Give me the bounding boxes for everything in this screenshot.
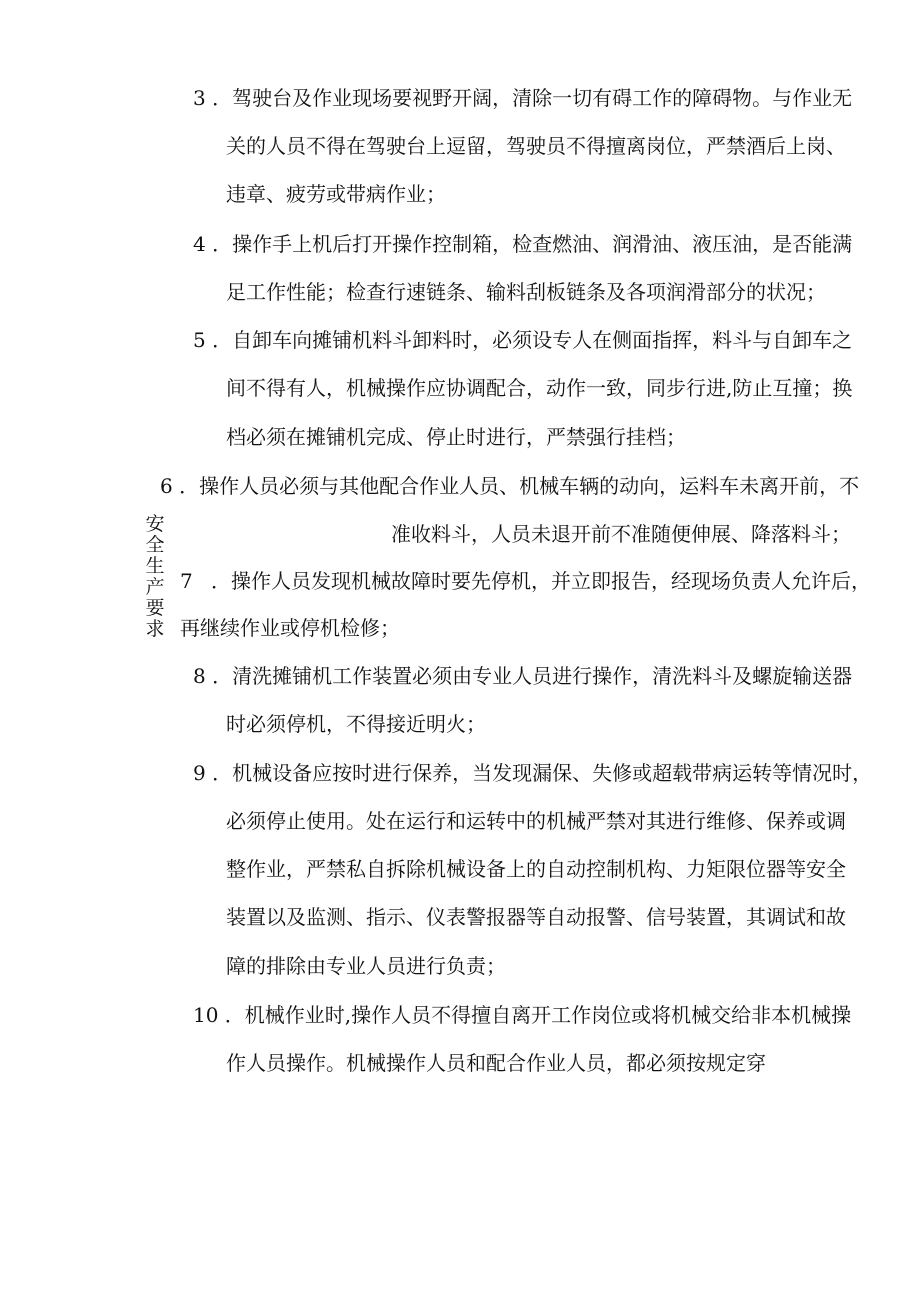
item-3-line-2: 关的人员不得在驾驶台上逗留，驾驶员不得擅离岗位，严禁酒后上岗、 — [226, 134, 846, 158]
item-5-line-2: 间不得有人，机械操作应协调配合，动作一致，同步行进,防止互撞；换 — [226, 376, 853, 400]
safety-requirements-label — [143, 514, 167, 640]
side-char: 安 — [145, 513, 165, 535]
side-char: 要 — [145, 597, 165, 619]
item-5-line-3: 档必须在摊铺机完成、停止时进行，严禁强行挂档； — [226, 425, 686, 449]
item-7-number: 7 — [180, 569, 193, 593]
item-8-line-1: 8 ．清洗摊铺机工作装置必须由专业人员进行操作，清洗料斗及螺旋输送器 — [193, 664, 853, 688]
item-5-line-1: 5 ．自卸车向摊铺机料斗卸料时，必须设专人在侧面指挥，料斗与自卸车之 — [193, 328, 853, 352]
item-4-line-1: 4 ．操作手上机后打开操作控制箱，检查燃油、润滑油、液压油，是否能满 — [193, 232, 853, 256]
item-9-line-4: 装置以及监测、指示、仪表警报器等自动报警、信号装置，其调试和故 — [226, 905, 846, 929]
item-7-line-1: ．操作人员发现机械故障时要先停机，并立即报告，经现场负责人允许后， — [211, 569, 871, 593]
item-9-line-1: 9 ．机械设备应按时进行保养，当发现漏保、失修或超载带病运转等情况时， — [193, 761, 873, 785]
item-10-line-1: 10 ．机械作业时,操作人员不得擅自离开工作岗位或将机械交给非本机械操 — [193, 1003, 852, 1027]
side-char: 产 — [145, 576, 165, 598]
item-9-line-3: 整作业，严禁私自拆除机械设备上的自动控制机构、力矩限位器等安全 — [226, 857, 846, 881]
side-char: 生 — [145, 555, 165, 577]
item-6-line-1: 6 ．操作人员必须与其他配合作业人员、机械车辆的动向，运料车未离开前，不 — [160, 474, 860, 498]
item-10-line-2: 作人员操作。机械操作人员和配合作业人员，都必须按规定穿 — [226, 1051, 766, 1075]
side-char: 求 — [145, 618, 165, 640]
side-char: 全 — [145, 534, 165, 556]
item-3-line-3: 违章、疲劳或带病作业； — [226, 182, 446, 206]
item-9-line-2: 必须停止使用。处在运行和运转中的机械严禁对其进行维修、保养或调 — [226, 809, 846, 833]
item-8-line-2: 时必须停机，不得接近明火； — [226, 712, 486, 736]
item-6-line-2: 准收料斗，人员未退开前不准随便伸展、降落料斗； — [391, 522, 851, 546]
item-4-line-2: 足工作性能；检查行速链条、输料刮板链条及各项润滑部分的状况； — [226, 280, 826, 304]
item-7-line-2: 再继续作业或停机检修； — [180, 616, 400, 640]
item-9-line-5: 障的排除由专业人员进行负责； — [226, 954, 506, 978]
item-3-line-1: 3 ．驾驶台及作业现场要视野开阔，清除一切有碍工作的障碍物。与作业无 — [193, 86, 853, 110]
